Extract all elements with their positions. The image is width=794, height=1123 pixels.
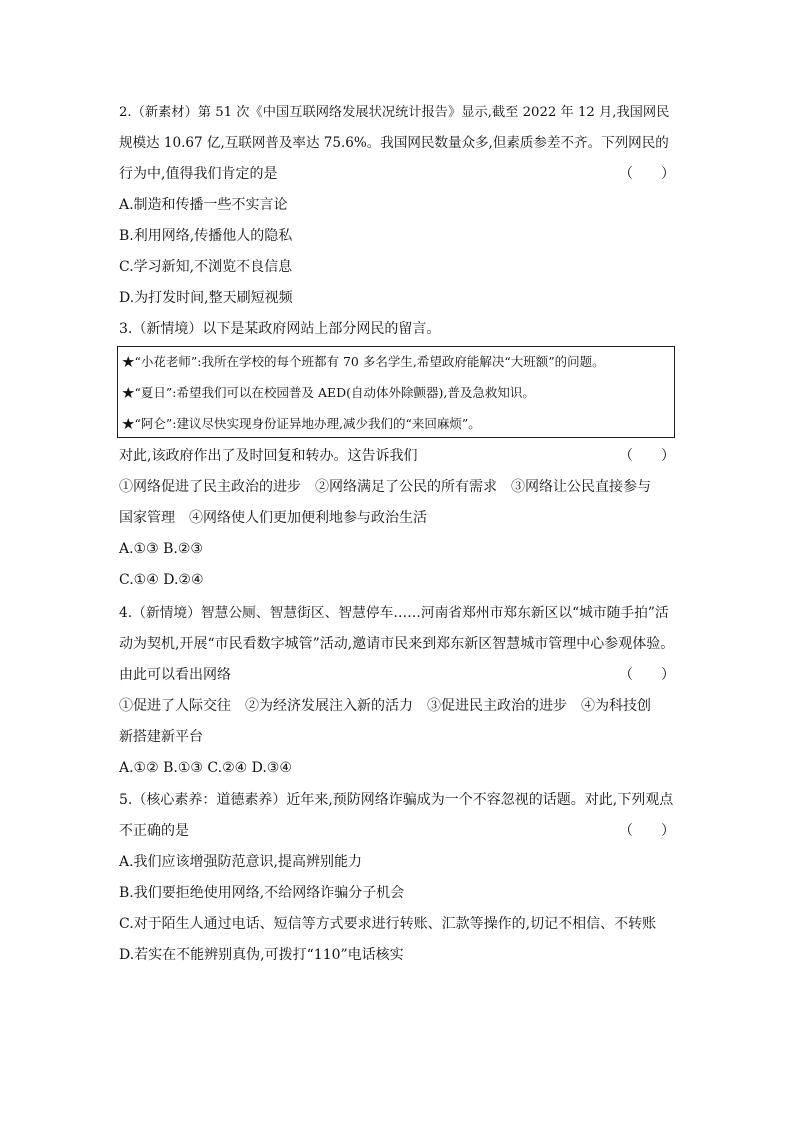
q3-statements-line-2 — [119, 508, 675, 528]
q4-stem-line-3 — [119, 665, 675, 685]
q4-stem-text-3: 由此可以看出网络 — [119, 667, 231, 683]
q3-options-cd-text: C.①④ D.②④ — [119, 572, 204, 588]
q5-option-c — [119, 914, 675, 934]
q3-message-box — [117, 346, 675, 438]
q4-statements-line-2 — [119, 727, 675, 747]
q4-options — [119, 758, 675, 778]
q3-message-2: ★“夏日”:希望我们可以在校园普及 AED(自动体外除颤器),普及急救知识。 — [122, 385, 535, 400]
q2-stem-line-3 — [119, 164, 675, 184]
q2-option-a-text: A.制造和传播一些不实言论 — [119, 197, 288, 213]
q5-answer-blank: （ ） — [619, 823, 675, 839]
q5-option-c-text: C.对于陌生人通过电话、短信等方式要求进行转账、汇款等操作的,切记不相信、不转账 — [119, 916, 657, 932]
q4-stem-text-2: 动为契机,开展“市民看数字城管”活动,邀请市民来到郑东新区智慧城市管理中心参观体验。 — [119, 636, 675, 652]
q4-statements-line-1 — [119, 696, 675, 716]
q5-stem-line-2 — [119, 821, 675, 841]
q5-option-a — [119, 852, 675, 872]
q5-option-b — [119, 883, 675, 903]
q2-option-d-text: D.为打发时间,整天刷短视频 — [119, 290, 293, 306]
q3-stem-line-1 — [119, 319, 675, 339]
q5-option-d-text: D.若实在不能辨别真伪,可拨打“110”电话核实 — [119, 947, 404, 963]
q3-stem-line-2 — [119, 446, 675, 466]
q3-statements-text-1: ①网络促进了民主政治的进步 ②网络满足了公民的所有需求 ③网络让公民直接参与 — [119, 479, 651, 495]
q4-options-text: A.①② B.①③ C.②④ D.③④ — [119, 760, 292, 776]
q2-stem-line-1 — [119, 102, 675, 123]
q3-message-1: ★“小花老师”:我所在学校的每个班都有 70 多名学生,希望政府能解决“大班额”的问题。 — [122, 354, 605, 369]
q2-option-b — [119, 226, 675, 246]
q4-stem-text-1: 4.（新情境）智慧公厕、智慧街区、智慧停车……河南省郑州市郑东新区以“城市随手拍”活 — [119, 605, 669, 621]
q4-stem-line-1 — [119, 603, 675, 623]
q5-option-d — [119, 945, 675, 965]
q2-option-b-text: B.利用网络,传播他人的隐私 — [119, 228, 293, 244]
q5-option-b-text: B.我们要拒绝使用网络,不给网络诈骗分子机会 — [119, 885, 405, 901]
q5-stem-line-1 — [119, 790, 675, 810]
q5-option-a-text: A.我们应该增强防范意识,提高辨别能力 — [119, 854, 363, 870]
q2-option-d — [119, 288, 675, 308]
q2-stem-line-2 — [119, 133, 675, 153]
q3-statements-text-2: 国家管理 ④网络使人们更加便利地参与政治生活 — [119, 510, 427, 526]
q3-statements-line-1 — [119, 477, 675, 497]
q4-stem-line-2 — [119, 634, 675, 654]
q3-answer-blank: （ ） — [619, 448, 675, 464]
q4-statements-text-1: ①促进了人际交往 ②为经济发展注入新的活力 ③促进民主政治的进步 ④为科技创 — [119, 698, 651, 714]
q3-message-3: ★“阿仑”:建议尽快实现身份证异地办理,减少我们的“来回麻烦”。 — [122, 416, 481, 431]
q2-option-c — [119, 257, 675, 277]
q5-stem-text-1: 5.（核心素养：道德素养）近年来,预防网络诈骗成为一个不容忽视的话题。对此,下列观点 — [119, 792, 674, 808]
q3-options-cd — [119, 570, 675, 590]
q3-stem-text-1: 3.（新情境）以下是某政府网站上部分网民的留言。 — [119, 321, 441, 337]
q3-options-ab — [119, 539, 675, 559]
q2-stem-text-1: 2.（新素材）第 51 次《中国互联网络发展状况统计报告》显示,截至 2022 年 12 月,我国网民 — [119, 105, 670, 120]
q2-option-a — [119, 195, 675, 215]
q3-stem-text-2: 对此,该政府作出了及时回复和转办。这告诉我们 — [119, 448, 418, 464]
q2-answer-blank: （ ） — [619, 166, 675, 182]
q4-statements-text-2: 新搭建新平台 — [119, 729, 203, 745]
q2-stem-text-3: 行为中,值得我们肯定的是 — [119, 166, 278, 182]
q3-options-ab-text: A.①③ B.②③ — [119, 541, 203, 557]
q4-answer-blank: （ ） — [619, 667, 675, 683]
q5-stem-text-2: 不正确的是 — [119, 823, 189, 839]
q2-option-c-text: C.学习新知,不浏览不良信息 — [119, 259, 293, 275]
q2-stem-text-2: 规模达 10.67 亿,互联网普及率达 75.6%。我国网民数量众多,但素质参差不齐。下列网民的 — [119, 135, 669, 151]
